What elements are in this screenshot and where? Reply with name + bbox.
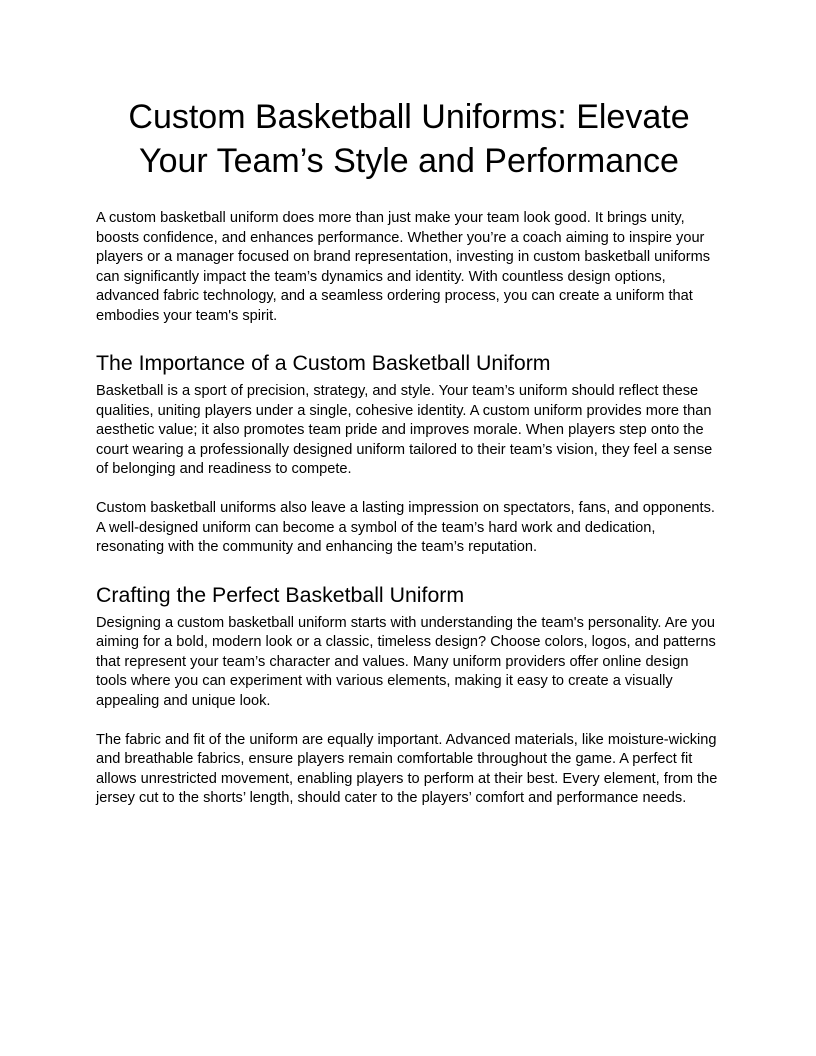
section-paragraph: Custom basketball uniforms also leave a lasting impression on spectators, fans, and opponents. A well-designed uniform can become a symbol of the team’s hard work and dedication, resonating with the community and enhancing the team’s reputation.: [96, 500, 715, 555]
section-heading: The Importance of a Custom Basketball Uniform: [96, 351, 551, 375]
section-importance: [96, 348, 722, 558]
document-page: [96, 95, 722, 809]
section-paragraph: The fabric and fit of the uniform are equally important. Advanced materials, like moisture-wicking and breathable fabrics, ensure players remain comfortable throughout the game. A perfect fit allows unrestricted movement, enabling players to perform at their best. Every element, from the jersey cut to the shorts’ length, should cater to the players’ comfort and performance needs.: [96, 731, 718, 806]
document-title-line-2: Your Team’s Style and Performance: [139, 142, 679, 180]
section-paragraph: Basketball is a sport of precision, strategy, and style. Your team’s uniform should reflect these qualities, uniting players under a single, cohesive identity. A custom uniform provides more than aesthetic value; it also promotes team pride and improves morale. When players step onto the court wearing a professionally designed uniform tailored to their team’s vision, they feel a sense of belonging and readiness to compete.: [96, 383, 713, 477]
section-crafting: [96, 580, 722, 809]
section-paragraph: Designing a custom basketball uniform starts with understanding the team's personality. Are you aiming for a bold, modern look or a classic, timeless design? Choose colors, logos, and patterns that represent your team’s character and values. Many uniform providers offer online design tools where you can experiment with various elements, making it easy to create a visually appealing and unique look.: [96, 614, 716, 709]
intro-paragraph: A custom basketball uniform does more than just make your team look good. It brings unity, boosts confidence, and enhances performance. Whether you’re a coach aiming to inspire your players or a manager focused on brand representation, investing in custom basketball uniforms can significantly impact the team’s dynamics and identity. With countless design options, advanced fabric technology, and a seamless ordering process, you can create a uniform that embodies your team's spirit.: [96, 210, 711, 324]
section-heading: Crafting the Perfect Basketball Uniform: [96, 582, 465, 607]
document-title: [96, 95, 722, 183]
document-title-line-1: Custom Basketball Uniforms: Elevate: [128, 98, 690, 136]
